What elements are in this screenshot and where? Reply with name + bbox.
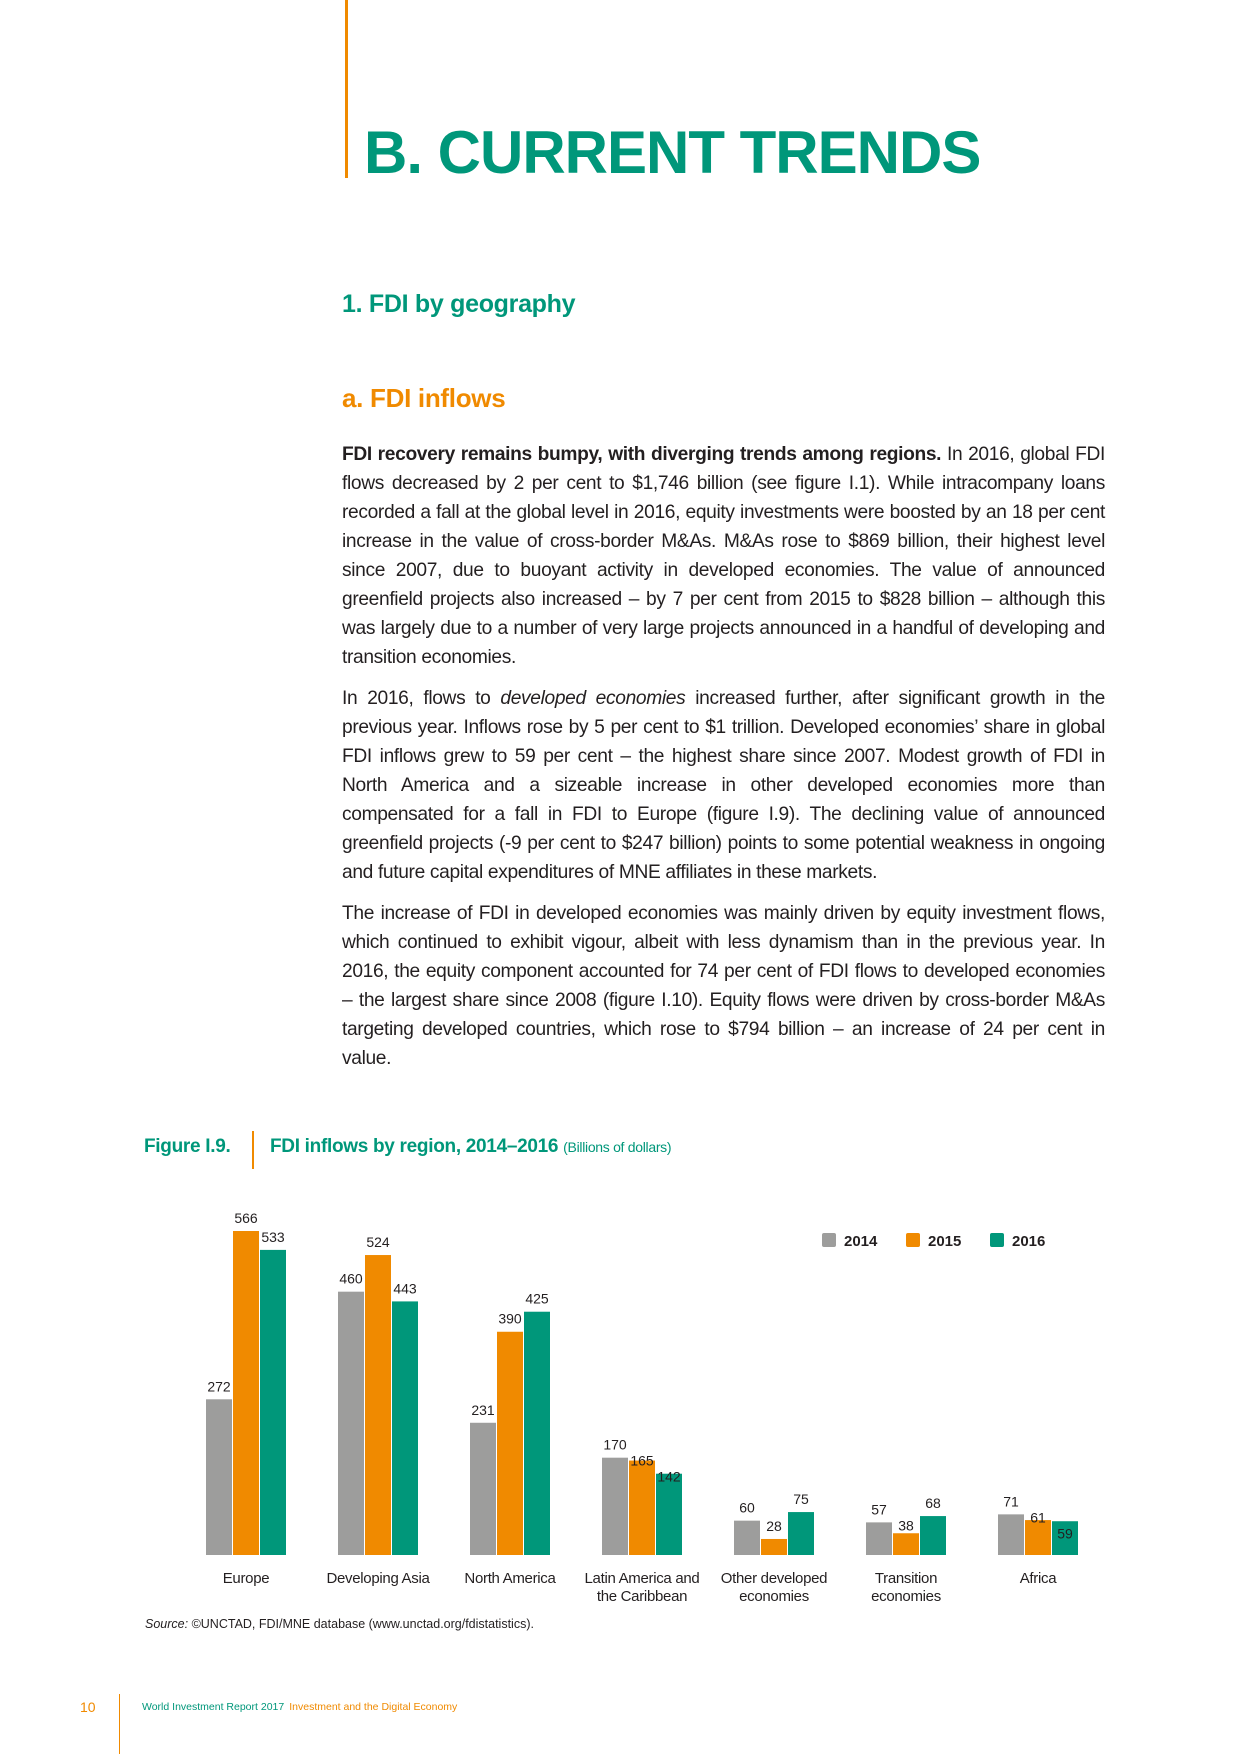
category-label-5-0: Transition: [874, 1570, 938, 1587]
category-label-3-0: Latin America and: [584, 1570, 700, 1587]
bar-4-2014: [734, 1521, 760, 1555]
value-label-2-2016: 425: [525, 1290, 549, 1307]
source-text: ©UNCTAD, FDI/MNE database (www.unctad.org/fdistatistics).: [188, 1617, 534, 1631]
page-number: 10: [80, 1699, 96, 1715]
paragraph-1-text: In 2016, global FDI flows decreased by 2 per cent to $1,746 billion (see figure I.1). While intracompany loans recorded a fall at the global level in 2016, equity investments were boosted by an 18 per cent increase in the value of cross-border M&As. M&As rose to $869 billion, their highest level since 2007, due to buoyant activity in developed economies. The value of announced greenfield projects also increased – by 7 per cent from 2015 to $828 billion – although this was largely due to a number of very large projects announced in a handful of developing and transition economies.: [342, 444, 1105, 668]
bar-1-2016: [392, 1301, 418, 1555]
value-label-0-2015: 566: [234, 1210, 258, 1226]
value-label-5-2016: 68: [925, 1495, 941, 1512]
category-label-4-0: Other developed: [720, 1570, 828, 1587]
bar-4-2015: [761, 1539, 787, 1555]
legend-label-2014: 2014: [844, 1233, 878, 1250]
paragraph-2-italic: developed economies: [500, 688, 686, 709]
bar-2-2015: [497, 1332, 523, 1555]
value-label-1-2015: 524: [366, 1234, 390, 1251]
bar-1-2015: [365, 1255, 391, 1555]
bar-4-2016: [788, 1512, 814, 1555]
value-label-2-2015: 390: [498, 1310, 522, 1327]
bar-3-2015: [629, 1461, 655, 1555]
value-label-6-2015: 61: [1030, 1509, 1046, 1526]
legend-swatch-2015: [906, 1233, 920, 1247]
value-label-6-2016: 59: [1057, 1525, 1073, 1542]
subsection-title: a. FDI inflows: [342, 383, 506, 413]
bar-2-2014: [470, 1423, 496, 1555]
bar-0-2014: [206, 1399, 232, 1555]
figure-source: [145, 1617, 534, 1631]
chart-legend: [822, 1233, 1045, 1250]
legend-swatch-2016: [990, 1233, 1004, 1247]
chart-category-labels: [223, 1570, 1058, 1605]
chapter-title: B. CURRENT TRENDS: [364, 119, 981, 186]
bar-0-2016: [260, 1250, 286, 1555]
figure-label: Figure I.9.: [144, 1136, 231, 1157]
value-label-0-2016: 533: [261, 1228, 285, 1245]
paragraph-1-lead: FDI recovery remains bumpy, with diverging trends among regions.: [342, 444, 942, 465]
bar-3-2016: [656, 1474, 682, 1555]
legend-label-2016: 2016: [1012, 1233, 1046, 1250]
source-label: Source:: [145, 1617, 189, 1631]
category-label-1-0: Developing Asia: [326, 1570, 430, 1587]
legend-label-2015: 2015: [928, 1233, 962, 1250]
value-label-0-2014: 272: [207, 1378, 231, 1395]
value-label-5-2015: 38: [898, 1517, 914, 1534]
value-label-3-2015: 165: [630, 1452, 654, 1469]
footer-subtitle: Investment and the Digital Economy: [289, 1701, 458, 1713]
section-title: 1. FDI by geography: [342, 290, 576, 318]
value-label-4-2016: 75: [793, 1491, 809, 1508]
bar-1-2014: [338, 1292, 364, 1555]
value-label-6-2014: 71: [1003, 1493, 1019, 1510]
value-label-4-2014: 60: [739, 1499, 755, 1516]
footer-divider: [119, 1694, 120, 1754]
value-label-1-2014: 460: [339, 1270, 363, 1287]
footer-report: World Investment Report 2017: [142, 1701, 285, 1713]
value-label-4-2015: 28: [766, 1517, 782, 1534]
paragraph-2-start: In 2016, flows to: [342, 688, 501, 709]
figure-title-text: FDI inflows by region, 2014–2016: [270, 1136, 559, 1157]
value-label-3-2016: 142: [657, 1468, 681, 1485]
bar-5-2015: [893, 1533, 919, 1555]
chart-bars: [206, 1228, 1078, 1555]
category-label-0-0: Europe: [222, 1570, 270, 1587]
category-label-3-1: the Caribbean: [596, 1588, 688, 1605]
value-label-2-2014: 231: [471, 1401, 495, 1418]
bar-0-2015: [233, 1231, 259, 1555]
bar-5-2016: [920, 1516, 946, 1555]
paragraph-2-text: increased further, after significant growth in the previous year. Inflows rose by 5 per cent to $1 trillion. Developed economies’ share in global FDI inflows grew to 59 per cent – the highest share since 2007. Modest growth of FDI in North America and a sizeable increase in other developed economies more than compensated for a fall in FDI to Europe (figure I.9). The declining value of announced greenfield projects (-9 per cent to $247 billion) points to some potential weakness in ongoing and future capital expenditures of MNE affiliates in these markets.: [342, 688, 1105, 883]
value-label-3-2014: 170: [603, 1436, 627, 1453]
category-label-5-1: economies: [871, 1588, 941, 1605]
figure-units: (Billions of dollars): [563, 1139, 672, 1155]
category-label-2-0: North America: [464, 1570, 556, 1587]
bar-2-2016: [524, 1312, 550, 1555]
category-label-6-0: Africa: [1019, 1570, 1057, 1587]
bar-5-2014: [866, 1522, 892, 1555]
bar-3-2014: [602, 1458, 628, 1555]
legend-swatch-2014: [822, 1233, 836, 1247]
paragraph-3: The increase of FDI in developed economies was mainly driven by equity investment flows, which continued to exhibit vigour, albeit with less dynamism than in the previous year. In 2016, the equity component accounted for 74 per cent of FDI flows to developed economies – the largest share since 2008 (figure I.10). Equity flows were driven by cross-border M&As targeting developed countries, which rose to $794 billion – an increase of 24 per cent in value.: [342, 903, 1105, 1069]
footer-text: [142, 1701, 457, 1713]
category-label-4-1: economies: [739, 1588, 809, 1605]
bar-6-2014: [998, 1514, 1024, 1555]
value-label-1-2016: 443: [393, 1280, 417, 1297]
value-label-5-2014: 57: [871, 1501, 887, 1518]
